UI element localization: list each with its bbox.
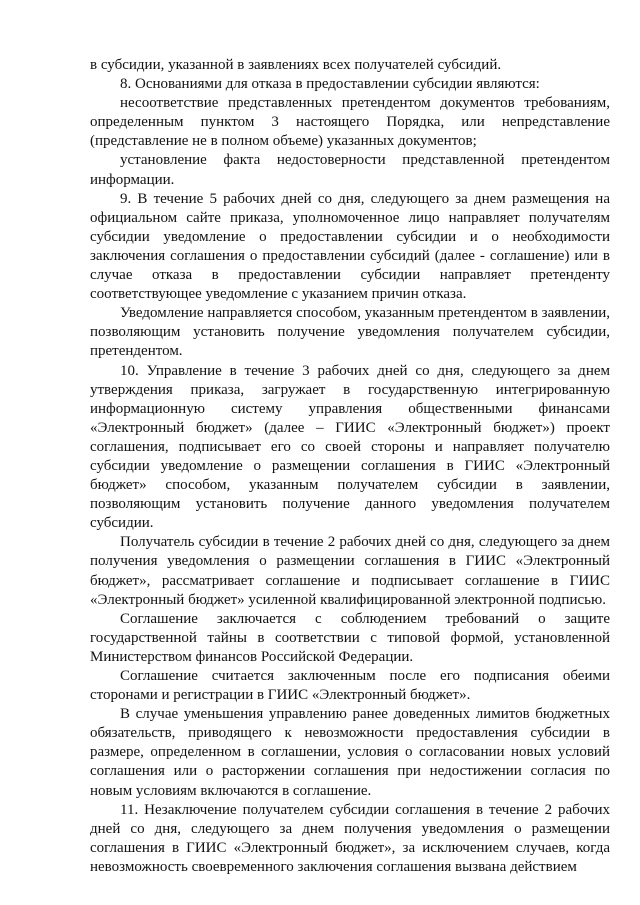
paragraph-recipient-signing: Получатель субсидии в течение 2 рабочих дней со дня, следующего за днем получения уведомления о размещении соглашения в ГИИС «Электронный бюджет», рассматривает соглашение и подписывает соглашение в ГИИС «Электронный бюджет» усиленной квалифицированной электронной подписью. [90,534,610,608]
paragraph-reason-noncompliance: несоответствие представленных претендентом документов требованиям, определенным пунктом 3 настоящего Порядка, или непредставление (представление не в полном объеме) указанных документов; [90,95,610,150]
paragraph-agreement-concluded: Соглашение считается заключенным после его подписания обеими сторонами и регистрации в ГИИС «Электронный бюджет». [90,668,610,704]
document-page [90,56,610,877]
paragraph-item-8: 8. Основаниями для отказа в предоставлении субсидии являются: [120,76,540,93]
paragraph-notification-method: Уведомление направляется способом, указанным претендентом в заявлении, позволяющим установить получение уведомления получателем субсидии, претендентом. [90,305,610,360]
paragraph-item-9: 9. В течение 5 рабочих дней со дня, следующего за днем размещения на официальном сайте приказа, уполномоченное лицо направляет получателям субсидии уведомление о предоставлении субсидии и о необходимости заключения соглашения о предоставлении субсидий (далее - соглашение) или в случае отказа в предоставлении субсидии направляет претенденту соответствующее уведомление с указанием причин отказа. [90,190,610,303]
paragraph-reason-false-info: установление факта недостоверности представленной претендентом информации. [90,152,610,188]
paragraph-state-secret: Соглашение заключается с соблюдением требований о защите государственной тайны в соответствии с типовой формой, установленной Министерством финансов Российской Федерации. [90,610,610,665]
paragraph-limits-reduction: В случае уменьшения управлению ранее доведенных лимитов бюджетных обязательств, приводящего к невозможности предоставления субсидии в размере, определенном в соглашении, условия о согласовании новых условий соглашения или о расторжении соглашения при недостижении согласия по новым условиям включаются в соглашение. [90,706,610,799]
paragraph-item-11: 11. Незаключение получателем субсидии соглашения в течение 2 рабочих дней со дня, следующего за днем получения уведомления о размещении соглашения в ГИИС «Электронный бюджет», за исключением случаев, когда невозможность своевременного заключения соглашения вызвана действием [90,801,610,875]
paragraph-item-10: 10. Управление в течение 3 рабочих дней со дня, следующего за днем утверждения приказа, загружает в государственную интегрированную информационную систему управления общественными финансами «Электронный бюджет» (далее – ГИИС «Электронный бюджет») проект соглашения, подписывает его со своей стороны и направляет получателю субсидии уведомление о размещении соглашения в ГИИС «Электронный бюджет» способом, указанным получателем субсидии в заявлении, позволяющим установить получение данного уведомления получателем субсидии. [90,362,610,532]
paragraph-continuation: в субсидии, указанной в заявлениях всех получателей субсидий. [90,57,502,73]
